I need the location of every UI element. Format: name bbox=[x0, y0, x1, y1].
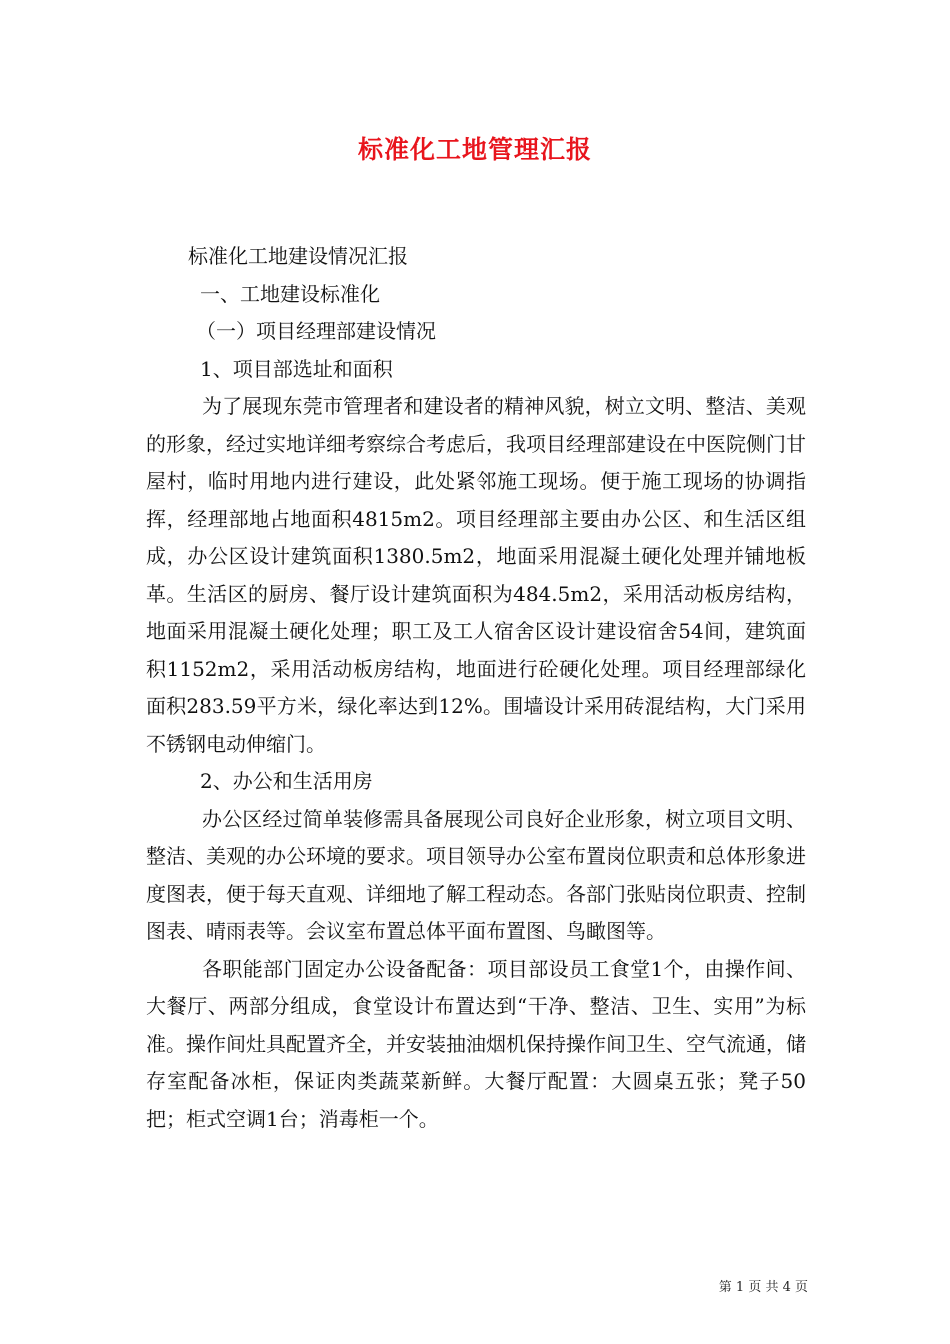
subsection-heading: （一）项目经理部建设情况 bbox=[196, 319, 436, 343]
page-title: 标准化工地管理汇报 bbox=[357, 135, 592, 164]
item-heading-1: 1、项目部选址和面积 bbox=[200, 356, 393, 381]
paragraph-3: 各职能部门固定办公设备配备：项目部设员工食堂1个，由操作间、大餐厅、两部分组成，食堂设计布置达到“干净、整洁、卫生、实用”为标准。操作间灶具配置齐全，并安装抽油烟机保持操作间卫生、空气流通，储存室配备冰柜，保证肉类蔬菜新鲜。大餐厅配置：大圆桌五张；凳子50把；柜式空调1台；消毒柜一个。 bbox=[146, 956, 806, 1131]
paragraph-1: 为了展现东莞市管理者和建设者的精神风貌，树立文明、整洁、美观的形象，经过实地详细考察综合考虑后，我项目经理部建设在中医院侧门甘屋村，临时用地内进行建设，此处紧邻施工现场。便于施工现场的协调指挥，经理部地占地面积4815m2。项目经理部主要由办公区、和生活区组成，办公区设计建筑面积1380.5m2，地面采用混凝土硬化处理并铺地板革。生活区的厨房、餐厅设计建筑面积为484.5m2，采用活动板房结构，地面采用混凝土硬化处理；职工及工人宿舍区设计建设宿舍54间，建筑面积1152m2，采用活动板房结构，地面进行砼硬化处理。项目经理部绿化面积283.59平方米，绿化率达到12%。围墙设计采用砖混结构，大门采用不锈钢电动伸缩门。 bbox=[146, 394, 806, 756]
page-number: 第 1 页 共 4 页 bbox=[718, 1280, 808, 1295]
document-body bbox=[146, 238, 806, 1138]
item-heading-2: 2、办公和生活用房 bbox=[200, 769, 373, 793]
intro-heading: 标准化工地建设情况汇报 bbox=[188, 244, 408, 268]
paragraph-2: 办公区经过简单装修需具备展现公司良好企业形象，树立项目文明、整洁、美观的办公环境的要求。项目领导办公室布置岗位职责和总体形象进度图表，便于每天直观、详细地了解工程动态。各部门张贴岗位职责、控制图表、晴雨表等。会议室布置总体平面布置图、鸟瞰图等。 bbox=[146, 806, 806, 943]
section-heading: 一、工地建设标准化 bbox=[200, 281, 380, 306]
